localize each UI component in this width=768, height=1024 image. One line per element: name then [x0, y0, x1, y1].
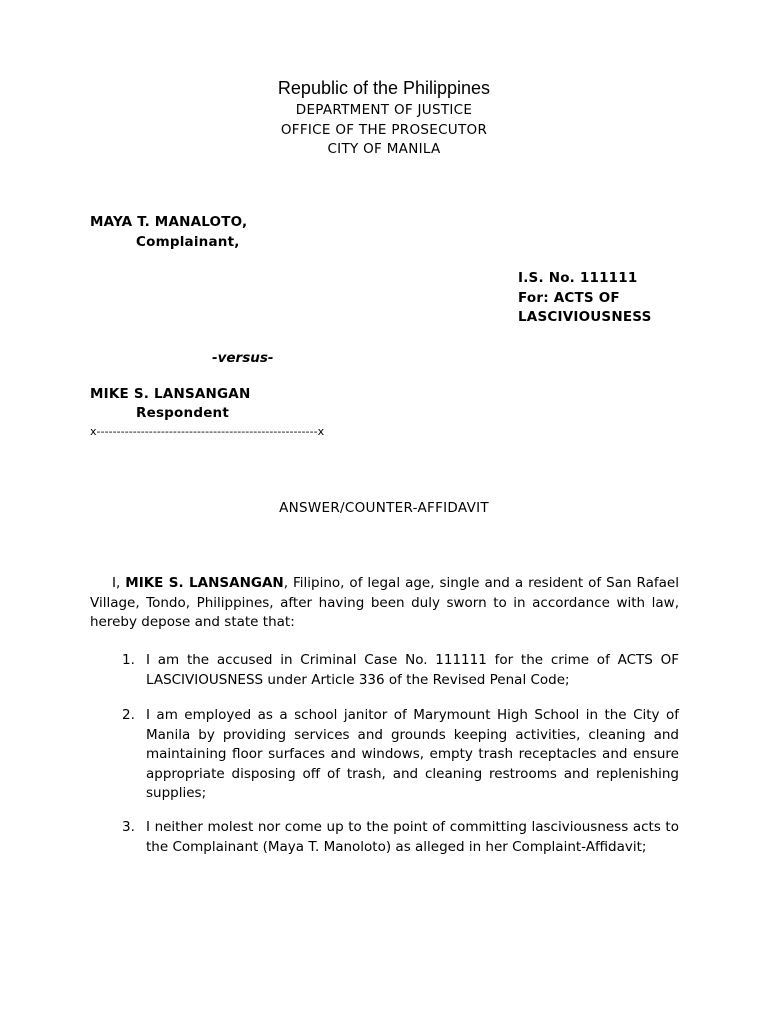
intro-prefix: I, [112, 575, 126, 591]
case-charge-line2: LASCIVIOUSNESS [518, 309, 652, 325]
list-item [90, 818, 679, 857]
intro-paragraph [90, 574, 679, 633]
republic-heading: Republic of the Philippines [277, 78, 491, 98]
intro-text: , Filipino, of legal age, single and a resident of San Rafael Village, Tondo, Philippines, after having been duly sworn to in accordance with law, hereby depose and state that: [90, 575, 679, 630]
list-item-number: 2. [122, 707, 135, 723]
complainant-label: Complainant, [136, 234, 240, 250]
list-item-text: I am the accused in Criminal Case No. 111111 for the crime of ACTS OF LASCIVIOUSNESS under Article 336 of the Revised Penal Code; [146, 652, 679, 688]
list-item [90, 651, 679, 690]
city-heading: CITY OF MANILA [327, 141, 441, 157]
list-item-text: I neither molest nor come up to the point of committing lasciviousness acts to the Complainant (Maya T. Manoloto) as alleged in her Complaint-Affidavit; [146, 819, 679, 855]
office-heading: OFFICE OF THE PROSECUTOR [280, 122, 488, 138]
affiant-name: MIKE S. LANSANGAN [125, 575, 284, 591]
department-heading: DEPARTMENT OF JUSTICE [295, 102, 473, 118]
respondent-name: MIKE S. LANSANGAN [90, 386, 251, 402]
case-number: I.S. No. 111111 [518, 270, 638, 286]
versus-label: -versus- [212, 350, 274, 366]
case-charge-line1: For: ACTS OF [518, 289, 620, 306]
list-item-number: 1. [122, 652, 135, 668]
list-item-text: I am employed as a school janitor of Marymount High School in the City of Manila by providing services and grounds keeping activities, cleaning and maintaining floor surfaces and windows, empty trash receptacles and ensure appropriate disposing off of trash, and cleaning restrooms and replenishing supplies; [146, 707, 679, 801]
list-item-number: 3. [122, 819, 135, 835]
complainant-name: MAYA T. MANALOTO, [90, 214, 248, 230]
caption-divider: x-------------------------------------------------------x [90, 425, 325, 438]
list-item [90, 706, 679, 804]
respondent-label: Respondent [136, 405, 230, 421]
document-title: ANSWER/COUNTER-AFFIDAVIT [279, 500, 489, 516]
case-info [518, 269, 652, 328]
